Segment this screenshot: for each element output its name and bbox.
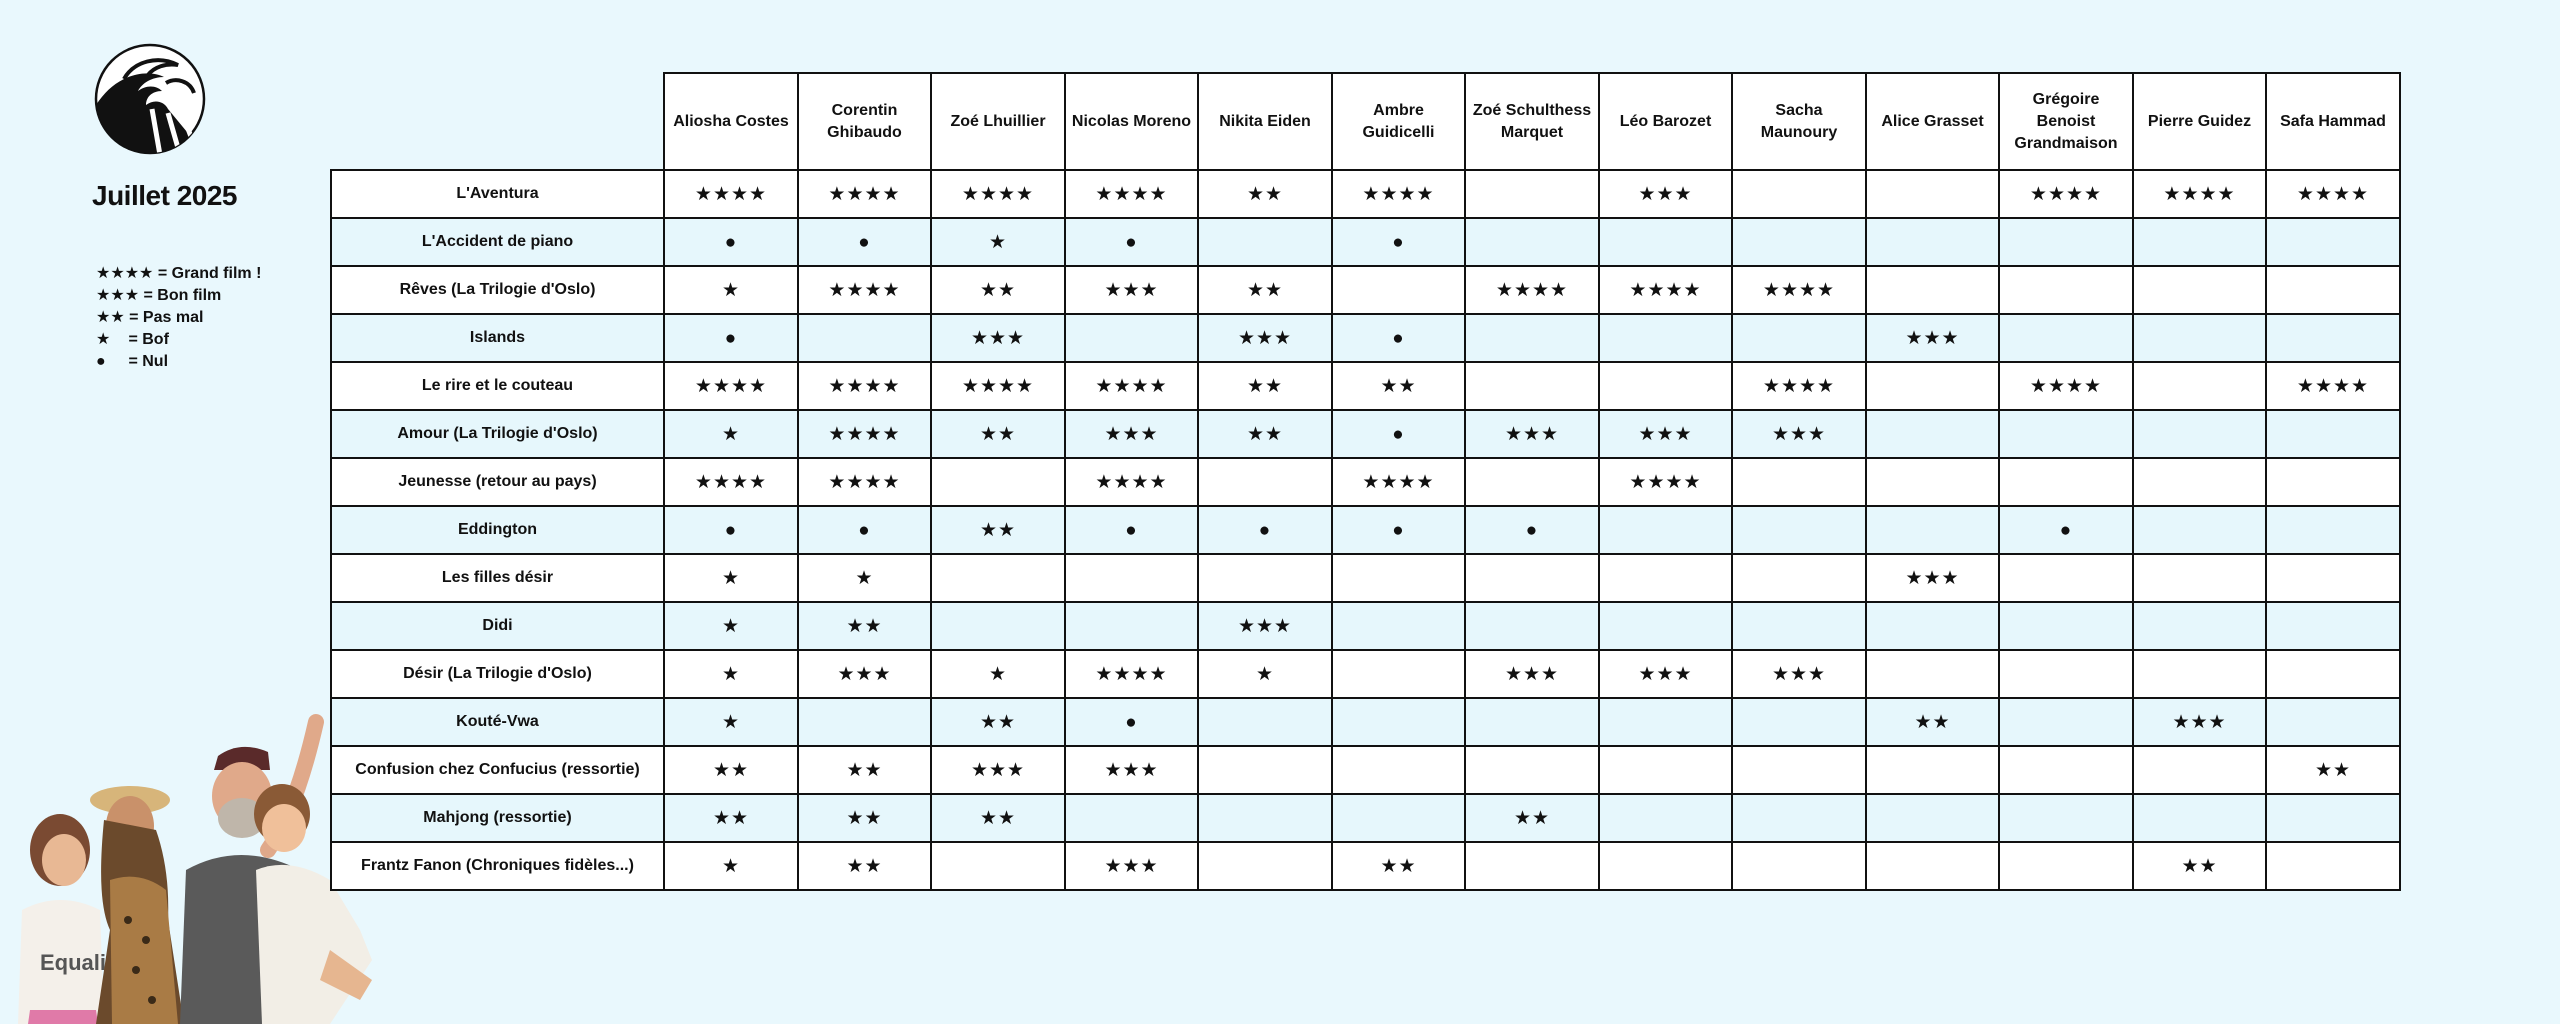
rating-cell: ★★★★ bbox=[1732, 266, 1866, 314]
rating-cell: ★★★ bbox=[1732, 650, 1866, 698]
rating-cell bbox=[1866, 842, 1999, 890]
table-row bbox=[331, 170, 2400, 218]
critic-header: Alice Grasset bbox=[1866, 73, 1999, 170]
rating-cell bbox=[2133, 314, 2266, 362]
rating-cell: ★★ bbox=[798, 794, 931, 842]
film-title: Kouté-Vwa bbox=[331, 698, 664, 746]
rating-cell: ★ bbox=[664, 698, 798, 746]
rating-cell bbox=[1866, 794, 1999, 842]
rating-cell bbox=[1866, 650, 1999, 698]
rating-cell bbox=[1198, 554, 1332, 602]
table-row bbox=[331, 794, 2400, 842]
rating-cell: ● bbox=[1332, 506, 1465, 554]
rating-cell bbox=[1065, 794, 1198, 842]
rating-cell bbox=[1866, 362, 1999, 410]
rating-cell: ★★★★ bbox=[931, 170, 1065, 218]
table-row bbox=[331, 554, 2400, 602]
rating-cell bbox=[931, 554, 1065, 602]
rating-cell bbox=[1866, 506, 1999, 554]
rating-cell: ● bbox=[1332, 314, 1465, 362]
rating-cell bbox=[1465, 362, 1599, 410]
film-title: Islands bbox=[331, 314, 664, 362]
rating-cell: ● bbox=[798, 218, 931, 266]
rating-cell bbox=[1599, 602, 1732, 650]
rating-cell bbox=[2266, 794, 2400, 842]
rating-cell bbox=[1599, 218, 1732, 266]
rating-cell bbox=[1465, 842, 1599, 890]
rating-cell bbox=[1866, 170, 1999, 218]
rating-cell: ● bbox=[1065, 506, 1198, 554]
rating-cell: ★★★ bbox=[798, 650, 931, 698]
rating-cell bbox=[798, 698, 931, 746]
legend-item bbox=[96, 351, 261, 373]
table-row bbox=[331, 506, 2400, 554]
rating-cell bbox=[1999, 794, 2133, 842]
table-row bbox=[331, 410, 2400, 458]
ratings-table bbox=[330, 72, 2401, 891]
film-title: Rêves (La Trilogie d'Oslo) bbox=[331, 266, 664, 314]
rating-cell: ● bbox=[1065, 218, 1198, 266]
legend-label: = Bof bbox=[128, 331, 169, 348]
rating-cell: ★ bbox=[664, 602, 798, 650]
rating-cell bbox=[1332, 650, 1465, 698]
table-row bbox=[331, 314, 2400, 362]
rating-cell bbox=[1198, 698, 1332, 746]
rating-cell bbox=[2266, 602, 2400, 650]
rating-cell bbox=[2133, 746, 2266, 794]
rating-cell bbox=[1198, 842, 1332, 890]
rating-cell: ★★★ bbox=[1599, 170, 1732, 218]
rating-cell bbox=[1732, 458, 1866, 506]
rating-cell: ★★★★ bbox=[664, 458, 798, 506]
rating-cell bbox=[1599, 698, 1732, 746]
rating-cell: ● bbox=[1332, 410, 1465, 458]
rating-cell bbox=[1465, 746, 1599, 794]
page-title: Juillet 2025 bbox=[92, 180, 237, 211]
rating-cell bbox=[2266, 842, 2400, 890]
table-row bbox=[331, 650, 2400, 698]
svg-text:Equali: Equali bbox=[40, 950, 107, 975]
rating-cell: ● bbox=[664, 506, 798, 554]
rating-cell: ★★★★ bbox=[2266, 362, 2400, 410]
rating-cell: ★ bbox=[664, 410, 798, 458]
rating-cell bbox=[931, 842, 1065, 890]
critic-header: Zoé Schulthess Marquet bbox=[1465, 73, 1599, 170]
film-title: L'Accident de piano bbox=[331, 218, 664, 266]
critic-header: Zoé Lhuillier bbox=[931, 73, 1065, 170]
rating-cell: ★★ bbox=[1332, 362, 1465, 410]
rating-cell: ★ bbox=[931, 218, 1065, 266]
rating-cell bbox=[1866, 410, 1999, 458]
rating-cell: ★★★★ bbox=[664, 362, 798, 410]
rating-cell: ★★★★ bbox=[1599, 266, 1732, 314]
rating-cell: ★★★★ bbox=[664, 170, 798, 218]
rating-cell: ★★ bbox=[1198, 362, 1332, 410]
film-title: Didi bbox=[331, 602, 664, 650]
legend-item bbox=[96, 329, 261, 351]
rating-cell: ★ bbox=[664, 554, 798, 602]
rating-cell bbox=[1332, 602, 1465, 650]
critic-header: Aliosha Costes bbox=[664, 73, 798, 170]
rating-cell bbox=[2133, 410, 2266, 458]
rating-cell: ★ bbox=[1198, 650, 1332, 698]
rating-cell: ★★★★ bbox=[1732, 362, 1866, 410]
rating-cell bbox=[1065, 554, 1198, 602]
rating-cell bbox=[1599, 746, 1732, 794]
rating-cell: ★★★★ bbox=[1065, 650, 1198, 698]
rating-cell: ★★★ bbox=[1732, 410, 1866, 458]
rating-cell: ★★★ bbox=[1599, 410, 1732, 458]
rating-cell: ★ bbox=[664, 266, 798, 314]
rating-cell: ★★ bbox=[1866, 698, 1999, 746]
table-header-row bbox=[331, 73, 2400, 170]
table-row bbox=[331, 362, 2400, 410]
rating-cell: ● bbox=[1198, 506, 1332, 554]
rating-cell bbox=[1999, 602, 2133, 650]
rating-cell: ★ bbox=[664, 842, 798, 890]
rating-cell: ● bbox=[1465, 506, 1599, 554]
rating-cell: ★★ bbox=[2266, 746, 2400, 794]
rating-cell: ★★★ bbox=[1065, 746, 1198, 794]
rating-cell: ★ bbox=[931, 650, 1065, 698]
rating-cell: ★★ bbox=[1332, 842, 1465, 890]
rating-cell: ★★★ bbox=[1065, 266, 1198, 314]
rating-cell bbox=[1732, 698, 1866, 746]
rating-cell bbox=[2266, 266, 2400, 314]
rating-cell: ★★★ bbox=[1599, 650, 1732, 698]
rating-cell bbox=[1198, 458, 1332, 506]
rating-cell bbox=[1866, 218, 1999, 266]
rating-cell: ★★★★ bbox=[1599, 458, 1732, 506]
rating-cell bbox=[1198, 746, 1332, 794]
rating-cell bbox=[1732, 842, 1866, 890]
critic-header: Ambre Guidicelli bbox=[1332, 73, 1465, 170]
rating-cell bbox=[1332, 266, 1465, 314]
rating-cell bbox=[1999, 554, 2133, 602]
table-row bbox=[331, 698, 2400, 746]
legend-label: = Grand film ! bbox=[157, 265, 262, 282]
rating-cell: ★★ bbox=[1198, 266, 1332, 314]
rating-cell bbox=[1999, 698, 2133, 746]
rating-cell bbox=[1065, 602, 1198, 650]
rating-cell bbox=[1732, 506, 1866, 554]
legend-item bbox=[96, 285, 261, 307]
rating-cell bbox=[2133, 362, 2266, 410]
rating-cell bbox=[1866, 746, 1999, 794]
table-row bbox=[331, 458, 2400, 506]
rating-cell bbox=[2266, 698, 2400, 746]
table-row bbox=[331, 602, 2400, 650]
rating-cell bbox=[1465, 458, 1599, 506]
rating-cell bbox=[2266, 650, 2400, 698]
rating-cell bbox=[2133, 218, 2266, 266]
rating-cell bbox=[1198, 794, 1332, 842]
legend-symbol: ★★ bbox=[96, 309, 125, 326]
legend-label: = Nul bbox=[128, 353, 169, 370]
rating-cell bbox=[1999, 314, 2133, 362]
rating-cell bbox=[1599, 794, 1732, 842]
rating-cell bbox=[1866, 602, 1999, 650]
rating-cell: ★★★★ bbox=[1465, 266, 1599, 314]
rating-cell bbox=[2133, 554, 2266, 602]
critic-header: Corentin Ghibaudo bbox=[798, 73, 931, 170]
rating-cell: ★★★★ bbox=[1065, 458, 1198, 506]
rating-cell bbox=[1732, 314, 1866, 362]
rating-legend bbox=[96, 263, 261, 373]
rating-cell: ★★★ bbox=[931, 746, 1065, 794]
rating-cell: ★★ bbox=[1198, 170, 1332, 218]
film-title: Amour (La Trilogie d'Oslo) bbox=[331, 410, 664, 458]
rating-cell bbox=[2266, 218, 2400, 266]
rating-cell: ★★★★ bbox=[1332, 458, 1465, 506]
rating-cell: ★★★★ bbox=[1999, 170, 2133, 218]
rating-cell bbox=[1999, 746, 2133, 794]
rating-cell bbox=[1465, 314, 1599, 362]
rating-cell: ★★ bbox=[798, 746, 931, 794]
rating-cell: ● bbox=[1065, 698, 1198, 746]
film-title: Jeunesse (retour au pays) bbox=[331, 458, 664, 506]
film-title: Confusion chez Confucius (ressortie) bbox=[331, 746, 664, 794]
legend-item bbox=[96, 263, 261, 285]
rating-cell bbox=[1465, 602, 1599, 650]
critic-header: Nicolas Moreno bbox=[1065, 73, 1198, 170]
rating-cell: ★★ bbox=[2133, 842, 2266, 890]
rating-cell bbox=[1999, 458, 2133, 506]
header-corner bbox=[331, 73, 664, 170]
film-title: Le rire et le couteau bbox=[331, 362, 664, 410]
critic-header: Sacha Maunoury bbox=[1732, 73, 1866, 170]
rating-cell: ● bbox=[664, 314, 798, 362]
rating-cell: ★★★★ bbox=[2133, 170, 2266, 218]
rating-cell bbox=[1732, 170, 1866, 218]
critic-header: Léo Barozet bbox=[1599, 73, 1732, 170]
film-title: Les filles désir bbox=[331, 554, 664, 602]
rating-cell: ★★★★ bbox=[798, 458, 931, 506]
rating-cell: ★★ bbox=[1198, 410, 1332, 458]
rating-cell bbox=[1465, 170, 1599, 218]
critic-header: Safa Hammad bbox=[2266, 73, 2400, 170]
rating-cell: ★★ bbox=[1465, 794, 1599, 842]
rating-cell bbox=[1332, 554, 1465, 602]
rating-cell: ★★ bbox=[798, 842, 931, 890]
rating-cell: ★ bbox=[798, 554, 931, 602]
rating-cell bbox=[2133, 794, 2266, 842]
table-row bbox=[331, 746, 2400, 794]
rating-cell bbox=[1999, 410, 2133, 458]
rating-cell: ● bbox=[1332, 218, 1465, 266]
rating-cell bbox=[2133, 458, 2266, 506]
rating-cell: ★★★★ bbox=[1065, 170, 1198, 218]
rating-cell: ★★★★ bbox=[798, 266, 931, 314]
rating-cell: ★★ bbox=[931, 794, 1065, 842]
rating-cell: ★★ bbox=[931, 410, 1065, 458]
table-row bbox=[331, 842, 2400, 890]
rating-cell: ★★★ bbox=[1866, 554, 1999, 602]
rating-cell: ★★★ bbox=[1866, 314, 1999, 362]
rating-cell bbox=[1732, 746, 1866, 794]
legend-symbol: ★ bbox=[96, 331, 111, 348]
rating-cell: ★★★ bbox=[1465, 410, 1599, 458]
rating-cell: ● bbox=[798, 506, 931, 554]
rating-cell: ★★★ bbox=[1065, 842, 1198, 890]
rating-cell: ★★★★ bbox=[1999, 362, 2133, 410]
legend-label: = Bon film bbox=[143, 287, 222, 304]
table-row bbox=[331, 218, 2400, 266]
rating-cell bbox=[1599, 362, 1732, 410]
rating-cell: ★★ bbox=[931, 698, 1065, 746]
rating-cell: ★★★★ bbox=[798, 170, 931, 218]
rating-cell bbox=[931, 602, 1065, 650]
legend-symbol: ★★★★ bbox=[96, 265, 154, 282]
rating-cell bbox=[1465, 554, 1599, 602]
rating-cell: ★★★ bbox=[1065, 410, 1198, 458]
rating-cell: ● bbox=[1999, 506, 2133, 554]
rating-cell: ★★★ bbox=[2133, 698, 2266, 746]
rating-cell bbox=[1599, 506, 1732, 554]
rating-cell bbox=[1866, 458, 1999, 506]
rating-cell bbox=[1732, 554, 1866, 602]
rating-cell: ★★★ bbox=[1465, 650, 1599, 698]
legend-symbol: ● bbox=[96, 353, 106, 370]
rating-cell bbox=[1999, 842, 2133, 890]
rating-cell: ★★ bbox=[798, 602, 931, 650]
film-title: Désir (La Trilogie d'Oslo) bbox=[331, 650, 664, 698]
legend-symbol: ★★★ bbox=[96, 287, 140, 304]
rating-cell bbox=[2266, 314, 2400, 362]
rating-cell bbox=[2133, 602, 2266, 650]
rating-cell bbox=[2266, 506, 2400, 554]
rating-cell bbox=[1732, 602, 1866, 650]
rating-cell: ★★★★ bbox=[1332, 170, 1465, 218]
rating-cell bbox=[1332, 698, 1465, 746]
rating-cell: ★★ bbox=[931, 506, 1065, 554]
film-title: Frantz Fanon (Chroniques fidèles...) bbox=[331, 842, 664, 890]
rating-cell bbox=[1599, 314, 1732, 362]
rating-cell bbox=[1599, 842, 1732, 890]
rating-cell bbox=[2133, 266, 2266, 314]
rating-cell bbox=[1599, 554, 1732, 602]
rating-cell: ★★★★ bbox=[2266, 170, 2400, 218]
rating-cell: ★★★ bbox=[1198, 314, 1332, 362]
rating-cell bbox=[1465, 218, 1599, 266]
rating-cell: ● bbox=[664, 218, 798, 266]
rating-cell bbox=[1999, 650, 2133, 698]
rating-cell bbox=[2266, 410, 2400, 458]
rating-cell bbox=[1198, 218, 1332, 266]
film-title: Mahjong (ressortie) bbox=[331, 794, 664, 842]
family-pointing-photo bbox=[0, 700, 380, 1024]
rating-cell bbox=[1465, 698, 1599, 746]
rating-cell bbox=[2266, 458, 2400, 506]
rating-cell: ★★★★ bbox=[798, 410, 931, 458]
rating-cell bbox=[1999, 266, 2133, 314]
rating-cell bbox=[2133, 650, 2266, 698]
critic-header: Grégoire Benoist Grandmaison bbox=[1999, 73, 2133, 170]
film-title: Eddington bbox=[331, 506, 664, 554]
rating-cell bbox=[1332, 794, 1465, 842]
rating-cell: ★★★★ bbox=[931, 362, 1065, 410]
film-title: L'Aventura bbox=[331, 170, 664, 218]
rating-cell: ★★★ bbox=[1198, 602, 1332, 650]
rating-cell bbox=[1732, 218, 1866, 266]
critic-header: Pierre Guidez bbox=[2133, 73, 2266, 170]
ratings-body bbox=[331, 170, 2400, 890]
rating-cell: ★★★★ bbox=[798, 362, 931, 410]
legend-item bbox=[96, 307, 261, 329]
rating-cell bbox=[2133, 506, 2266, 554]
rating-cell bbox=[1999, 218, 2133, 266]
legend-label: = Pas mal bbox=[129, 309, 204, 326]
rating-cell bbox=[798, 314, 931, 362]
rating-cell bbox=[1866, 266, 1999, 314]
rating-cell: ★★ bbox=[664, 794, 798, 842]
wave-logo-icon bbox=[94, 43, 206, 155]
critic-header: Nikita Eiden bbox=[1198, 73, 1332, 170]
rating-cell bbox=[1332, 746, 1465, 794]
rating-cell: ★★★★ bbox=[1065, 362, 1198, 410]
table-row bbox=[331, 266, 2400, 314]
rating-cell: ★ bbox=[664, 650, 798, 698]
rating-cell bbox=[931, 458, 1065, 506]
rating-cell: ★★ bbox=[664, 746, 798, 794]
rating-cell: ★★★ bbox=[931, 314, 1065, 362]
rating-cell: ★★ bbox=[931, 266, 1065, 314]
rating-cell bbox=[1732, 794, 1866, 842]
rating-cell bbox=[2266, 554, 2400, 602]
rating-cell bbox=[1065, 314, 1198, 362]
